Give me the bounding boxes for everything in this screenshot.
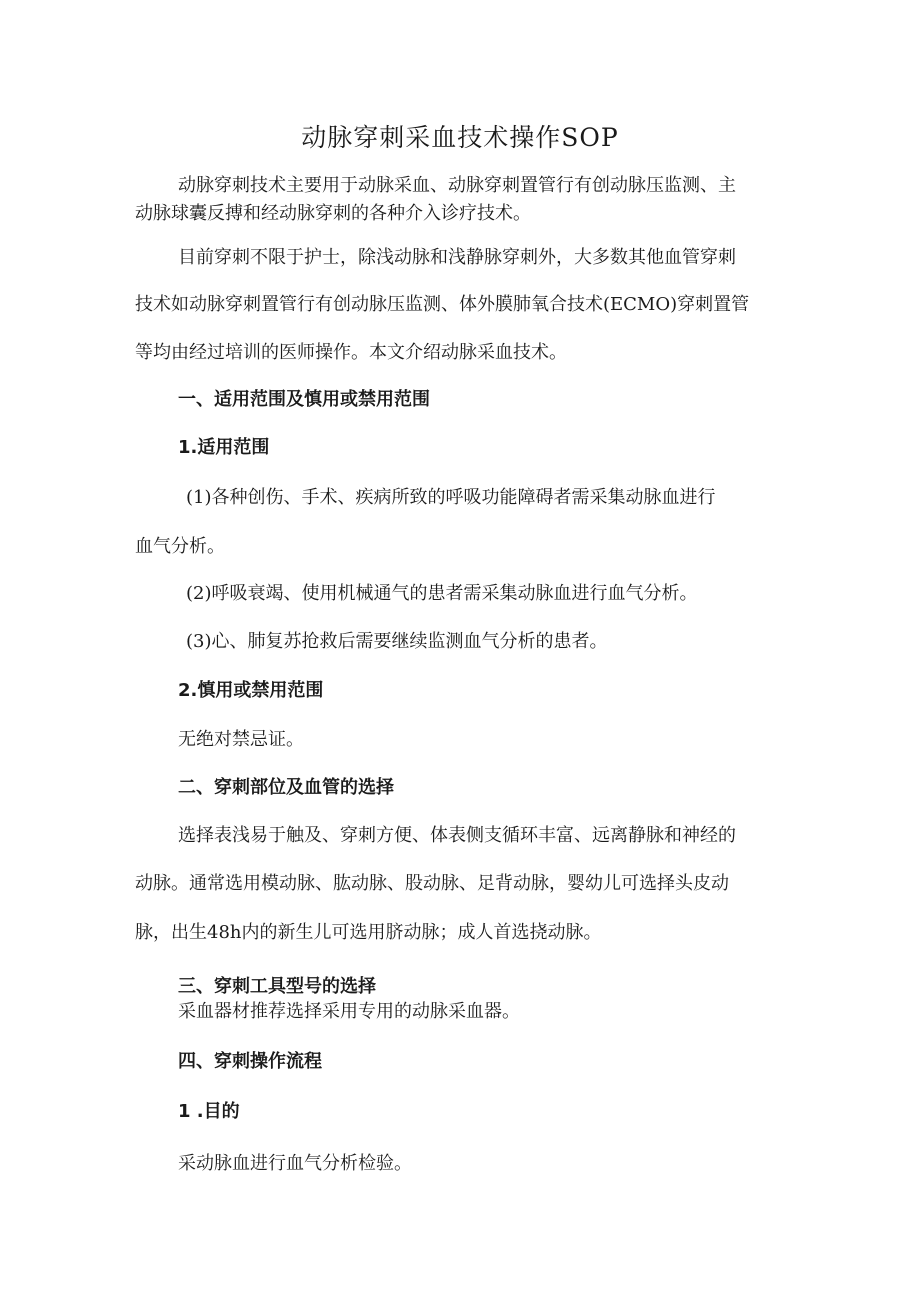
section1-heading: 一、适用范围及慎用或禁用范围: [178, 389, 430, 410]
section1-item1-line1: (1)各种创伤、手术、疾病所致的呼吸功能障碍者需采集动脉血进行: [186, 487, 716, 508]
intro-p2-line1: 目前穿刺不限于护士，除浅动脉和浅静脉穿刺外，大多数其他血管穿刺: [178, 247, 736, 268]
section1-sub1-heading: 1.适用范围: [178, 437, 270, 458]
document-title: 动脉穿刺采血技术操作SOP: [301, 123, 619, 152]
section1-item3: (3)心、肺复苏抢救后需要继续监测血气分析的患者。: [186, 631, 608, 652]
section4-sub1-heading: 1 .目的: [178, 1101, 240, 1122]
intro-p1-line1: 动脉穿刺技术主要用于动脉采血、动脉穿刺置管行有创动脉压监测、主: [178, 175, 736, 196]
intro-p1-line2: 动脉球囊反搏和经动脉穿刺的各种介入诊疗技术。: [135, 203, 531, 224]
section2-heading: 二、穿刺部位及血管的选择: [178, 777, 394, 798]
intro-p2-line3: 等均由经过培训的医师操作。本文介绍动脉采血技术。: [135, 342, 567, 363]
section2-line3: 脉，出生48h内的新生儿可选用脐动脉；成人首选挠动脉。: [135, 922, 602, 943]
section2-line2: 动脉。通常选用模动脉、肱动脉、股动脉、足背动脉，婴幼儿可选择头皮动: [135, 873, 729, 894]
section2-line1: 选择表浅易于触及、穿刺方便、体表侧支循环丰富、远离静脉和神经的: [178, 825, 736, 846]
section1-item1-line2: 血气分析。: [135, 536, 225, 557]
intro-p2-line2: 技术如动脉穿刺置管行有创动脉压监测、体外膜肺氧合技术(ECMO)穿刺置管: [135, 294, 750, 315]
section1-item2: (2)呼吸衰竭、使用机械通气的患者需采集动脉血进行血气分析。: [186, 583, 698, 604]
section1-sub2-heading: 2.慎用或禁用范围: [178, 680, 324, 701]
section1-sub2-text: 无绝对禁忌证。: [178, 729, 304, 750]
section4-heading: 四、穿刺操作流程: [178, 1051, 322, 1072]
section4-sub1-text: 采动脉血进行血气分析检验。: [178, 1153, 412, 1174]
section3-heading: 三、穿刺工具型号的选择: [178, 976, 376, 997]
section3-text: 采血器材推荐选择采用专用的动脉采血器。: [178, 1001, 520, 1022]
